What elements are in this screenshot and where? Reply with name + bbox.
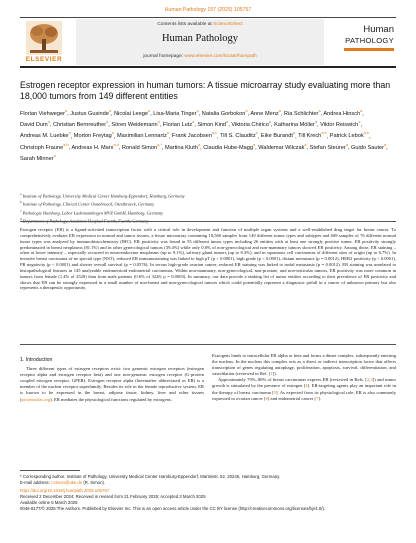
- author-name[interactable]: Stefan Steurer$^a$: [309, 141, 348, 151]
- sciencedirect-link[interactable]: ScienceDirect: [213, 22, 243, 27]
- affiliation-list: [20, 191, 396, 225]
- author-name[interactable]: Andreas H. Marx$^{a,d}$: [71, 141, 119, 151]
- reference-1-link[interactable]: 1: [270, 371, 273, 377]
- author-name[interactable]: Andrea Hinsch$^a$: [323, 108, 363, 117]
- cover-word-pathology: PATHOLOGY: [345, 36, 394, 45]
- author-name[interactable]: Simon Kind$^a$: [197, 119, 229, 129]
- license-note: 0046-8177/© 2025 The Authors. Published by Elsevier Inc. This is an open access article under the CC BY license (http://creativecommons.org/licenses/by/4.0/).: [20, 505, 326, 511]
- article-footer: [20, 474, 396, 511]
- intro-paragraph-1: Three different types of estrogen receptors exist: two genomic estrogen receptors (estrogen receptor alpha and estrogen receptor beta) and one non-genomic estrogen receptor (G-protein coupled estrogen receptor, GPER). Estrogen receptor alpha (hereinafter abbreviated as ER) is a member of the nuclear receptor superfamily. Besides its role in the female reproductive system, ER is known to be expressed in the breast, adipose tissue, kidney, liver and other tissues (proteinatlas.org). ER mediates the physiological functions regulated by estrogens.: [20, 366, 204, 402]
- intro-right-column: [212, 353, 396, 402]
- homepage-line: [76, 54, 324, 59]
- author-name[interactable]: Frank Jacobsen$^{a,c}$: [172, 130, 218, 140]
- author-name[interactable]: Florian Lutz$^a$: [162, 119, 195, 129]
- author-name[interactable]: Claudia Hube-Magg$^a$: [203, 141, 256, 151]
- author-name[interactable]: Christoph Fraune$^{a,b}$: [20, 141, 69, 151]
- author-name[interactable]: Ronald Simon$^{a,*}$: [121, 141, 162, 151]
- author-name[interactable]: Till S. Clauditz$^a$: [220, 130, 258, 140]
- author-name[interactable]: Eike Burandt$^a$: [260, 130, 296, 140]
- email-link[interactable]: r.simon@uke.de: [51, 479, 83, 485]
- affiliation-item: $^b$ Institute of Pathology, Clinical Center Osnabrueck, Osnabrueck, Germany: [20, 200, 155, 207]
- contents-line: [76, 22, 324, 27]
- affiliation-item: $^a$ Institute of Pathology, University Medical Center Hamburg-Eppendorf, Hamburg, Germany: [20, 192, 185, 199]
- author-name[interactable]: Andreas M. Luebke$^a$: [20, 130, 71, 140]
- author-name[interactable]: Katharina Möller$^a$: [274, 119, 318, 129]
- author-name[interactable]: Nicolai Leege$^a$: [114, 108, 151, 117]
- reference-6-link[interactable]: 6: [265, 395, 268, 401]
- received-dates: Received 2 December 2024; Received in revised form 21 February 2025; Accepted 3 March 2025: [20, 494, 206, 500]
- intro-paragraph-2: Estrogens binds to intracellular ER alpha or beta and forms a dimer complex, subsequently entering the nucleus. In the nucleus this complex acts as a direct or indirect transcription factor that affects transcription of genes regulating autophagy, proliferation, apoptosis, survival, differentiation, and vasodilation (reviewed in Ref. [1]).: [212, 353, 396, 377]
- journal-homepage-link[interactable]: www.elsevier.com/locate/humpath: [184, 54, 257, 59]
- cover-word-human: Human: [363, 24, 394, 35]
- author-name[interactable]: Sören Weidemann$^a$: [111, 119, 160, 129]
- author-name[interactable]: Viktoria Chirico$^a$: [231, 119, 272, 129]
- intro-paragraph-3: Approximately 70%–80% of breast carcinomas express ER (reviewed in Refs. [2,3]) and tumor growth is stimulated by the presence of estrogen [4]. ER-targeting agents play an important role in the therapy of breast carcinoma [5]. As expected from its physiological role, ER is also commonly expressed in ovarian cancer [6] and endometrial cancer [7].: [212, 377, 396, 401]
- elsevier-logo[interactable]: [20, 20, 68, 64]
- abstract-bottom-rule: [20, 344, 396, 345]
- reference-2-link[interactable]: 2: [366, 377, 370, 383]
- author-name[interactable]: Ria Schlichter$^a$: [283, 108, 321, 117]
- author-name[interactable]: Waldemar Wilczak$^a$: [258, 141, 307, 151]
- author-name[interactable]: Natalia Gorbokon$^a$: [201, 108, 248, 117]
- proteinatlas-link[interactable]: proteinatlas.org: [21, 396, 51, 402]
- author-name[interactable]: Sarah Minner$^a$: [20, 153, 56, 162]
- reference-5-link[interactable]: 5: [273, 389, 277, 395]
- cover-accent-bar: [344, 48, 394, 51]
- journal-name: Human Pathology: [161, 33, 239, 44]
- author-name[interactable]: Maximilian Lennartz$^a$: [117, 130, 169, 140]
- affiliation-item: d: [20, 217, 22, 222]
- reference-4-link[interactable]: 4: [305, 383, 308, 389]
- journal-masthead: [20, 17, 396, 67]
- author-list: Florian Viehweger$^a$, Justus Gusinde$^a$, Nicolai Leege$^a$, Lisa-Maria Tinger$^a$, Natalia Gorbokon$^a$, Anne Menz$^a$, Ria Schlichter$^a$, Andrea Hinsch$^a$, David Dum$^a$, Christian Bernreuther$^a$, Sören Weidemann$^a$, Florian Lutz$^a$, Simon Kind$^a$, Viktoria Chirico$^a$, Katharina Möller$^a$, Viktor Reiswich$^a$, Andreas M. Luebke$^a$, Morton Freytag$^a$, Maximilian Lennartz$^a$, Frank Jacobsen$^{a,c}$, Till S. Clauditz$^a$, Eike Burandt$^a$, Till Krech$^{a,b}$, Patrick Lebok$^{a,b}$, Christoph Fraune$^{a,b}$, Andreas H. Marx$^{a,d}$, Ronald Simon$^{a,*}$, Martina Kluth$^a$, Claudia Hube-Magg$^a$, Waldemar Wilczak$^a$, Stefan Steurer$^a$, Guido Sauter$^a$, Sarah Minner$^a$: [20, 108, 388, 162]
- contents-prefix: Contents lists available at: [157, 22, 214, 27]
- author-name[interactable]: David Dum$^a$: [20, 119, 50, 129]
- homepage-prefix: journal homepage:: [143, 54, 185, 59]
- author-name[interactable]: Anne Menz$^a$: [250, 108, 281, 117]
- intro-left-column: [20, 357, 204, 403]
- author-name[interactable]: Lisa-Maria Tinger$^a$: [153, 108, 199, 117]
- masthead-top-rule: [20, 17, 396, 18]
- author-name[interactable]: Patrick Lebok$^{a,b}$: [329, 130, 370, 140]
- masthead-center-panel: [76, 19, 324, 65]
- available-online: Available online 5 March 2025: [20, 499, 78, 505]
- affiliation-item: $^c$ Pathologie Hamburg, Labor Lademannbogen MVZ GmbH, Hamburg, Germany: [20, 208, 164, 216]
- article-title: Estrogen receptor expression in human tumors: A tissue microarray study evaluating more than 18,000 tumors from 149 different entities: [20, 80, 391, 101]
- doi-link[interactable]: https://doi.org/10.1016/j.humpath.2025.105757: [20, 488, 110, 494]
- abstract-text: Estrogen receptor (ER) is a ligand-activated transcription factor with a critical role in development and function of multiple organ systems and a well-established drug target for breast cancer. To comprehensively evaluate ER expression in normal and tumor tissues, a tissue microarray containing 18,560 samples from 149 different tumor types and subtypes and 608 samples of 76 different normal tissue types was analyzed by immunohistochemistry (IHC). ER positivity was found in 55 different tumor types including 26 entities with at least one strongly positive tumor. ER positivity strongly predominated in breast neoplasms (81.1%) and in other gynecological tumors (39.4%) while only 0.8% of non-gynecological and non-mammary tumors showed ER positivity. Among those, ER staining – often at lower intensity – especially occurred in neuroendocrine neoplasms (up to 9.1%), salivary gland tumors (up to 8.3%), and in squamous cell carcinomas of different sites of origin (up to 6.7%). In invasive breast carcinoma of no special type (NST), reduced ER immunostaining was linked to high pT (p < 0.0001), high grade (p < 0.0001), distant metastasis (p = 0.0012), HER2 positivity (p < 0.0001), PR negativity (p < 0.0001) and shorter overall survival (p = 0.0576). In serous high-grade ovarian cancer, reduced ER staining was linked to nodal metastasis (p = 0.0012). ER staining was unrelated to histopathological features in 145 analyzable endometrioid endometrial carcinomas. Within non-mammary, non-gynecological, non-prostate, and non-testicular tumors, ER positivity was more common in tumors from female (1.4% of 2528) than from male patients (0.6% of 3228; p = 0.0003). In summary, our data provide a ranking list of tumor entities according to their prevalence of ER positivity and shows that ER can be strongly expressed in a small number of non-breast and non-gynecological tumors which could potentially represent a diagnostic pitfall in a cancer of unknown primary but also represents a therapeutic opportunity.: [20, 227, 396, 291]
- email-line: E-mail address: r.simon@uke.de (R. Simon).: [20, 479, 106, 485]
- author-name[interactable]: Martina Kluth$^a$: [164, 141, 201, 151]
- publisher-name: ELSEVIER: [25, 56, 63, 63]
- author-name[interactable]: Till Krech$^{a,b}$: [298, 130, 327, 140]
- journal-citation[interactable]: Human Pathology 157 (2025) 105757: [164, 7, 252, 13]
- author-name[interactable]: Florian Viehweger$^a$: [20, 108, 68, 117]
- author-name[interactable]: Guido Sauter$^a$: [351, 141, 387, 151]
- reference-7-link[interactable]: 7: [316, 395, 319, 401]
- author-name[interactable]: Viktor Reiswich$^a$: [320, 119, 361, 129]
- author-name[interactable]: Christian Bernreuther$^a$: [52, 119, 109, 129]
- abstract-top-rule: [20, 221, 396, 222]
- corresponding-author-note: * Corresponding author. Institute of Pathology, University Medical Center Hamburg-Eppendorf, Martinistr. 52, 20246, Hamburg, Germany.: [20, 474, 281, 479]
- journal-cover-logo: [332, 19, 396, 65]
- reference-3-link[interactable]: 3: [370, 377, 373, 383]
- elsevier-tree-icon: [26, 21, 62, 55]
- masthead-bottom-rule: [20, 66, 396, 68]
- footnote-rule: [20, 470, 80, 471]
- author-name[interactable]: Justus Gusinde$^a$: [70, 108, 111, 117]
- author-name[interactable]: Morton Freytag$^a$: [73, 130, 114, 140]
- section-heading-introduction: 1. Introduction: [20, 357, 53, 363]
